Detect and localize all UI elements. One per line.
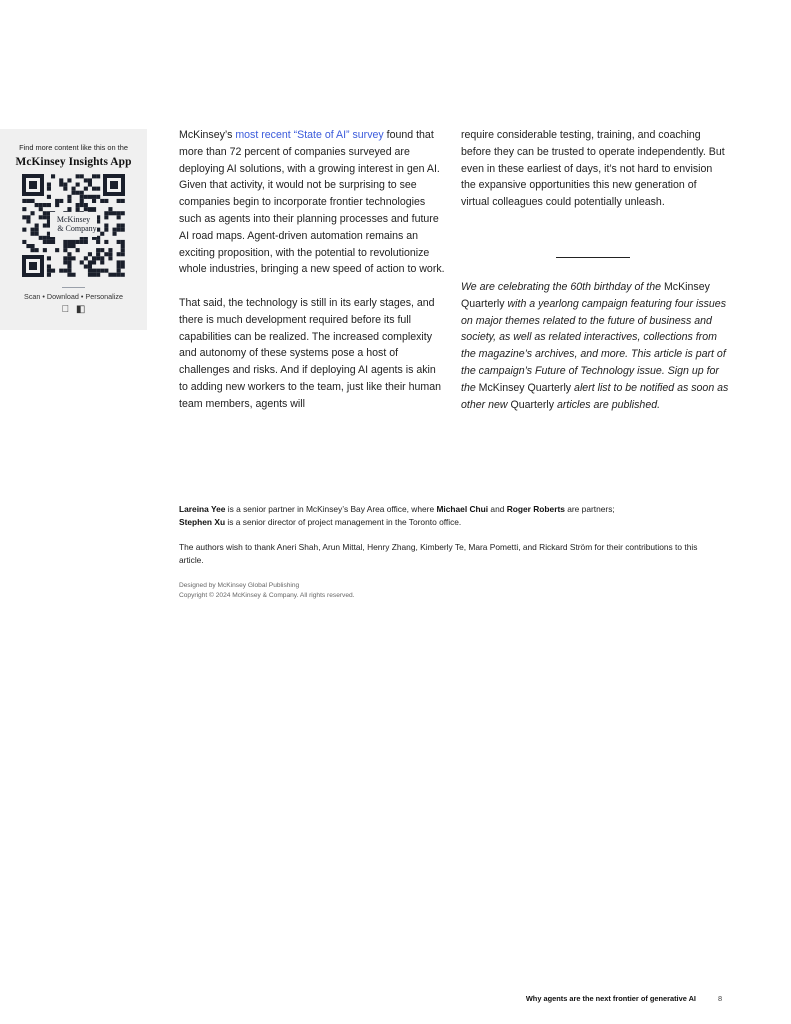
android-icon[interactable]: ◧ bbox=[70, 304, 81, 315]
text-span: found that more than 72 percent of companies surveyed are deploying AI solutions, with a growing interest in gen AI. Given that activity, it would not be surprising to see companies begin to incorporate frontier technologies such as agents into their planning processes and future AI road maps. Agent-driven automation remains an exciting proposition, with the potential to revolutionize whole industries, bringing a new speed of action to work. bbox=[179, 129, 445, 276]
publication-name: Quarterly bbox=[510, 398, 555, 411]
author-bio bbox=[179, 503, 719, 530]
page-number: 8 bbox=[718, 994, 723, 1003]
promo-scan-text: Scan • Download • Personalize bbox=[24, 292, 123, 301]
text-span: alert list to be notified as soon as other new bbox=[461, 381, 729, 411]
copyright: Copyright © 2024 McKinsey & Company. All rights reserved. bbox=[179, 592, 355, 600]
paragraph-testing: require considerable testing, training, and coaching before they can be trusted to operate independently. But even in these earliest of days, it’s not hard to envision the expansive opportunities this new generation of virtual colleagues could potentially unleash. bbox=[461, 129, 725, 209]
author-name: Lareina Yee bbox=[179, 504, 226, 514]
author-name: Michael Chui bbox=[436, 504, 489, 514]
text-span: with a yearlong campaign featuring four issues on major themes related to the future of business and society, as well as related interactives, collections from the magazine’s archives, and more. This article is part of the campaign’s Future of Technology issue. Sign up for the bbox=[461, 297, 726, 394]
promo-app-name: McKinsey Insights App bbox=[15, 156, 132, 168]
text-span: and bbox=[488, 504, 507, 514]
text-span: is a senior director of project management in the Toronto office. bbox=[225, 517, 462, 528]
author-name: Roger Roberts bbox=[506, 504, 565, 514]
store-icons bbox=[0, 304, 147, 315]
publication-name: McKinsey Quarterly bbox=[478, 381, 572, 394]
footer-article-title: Why agents are the next frontier of generative AI bbox=[525, 994, 696, 1003]
paragraph-survey bbox=[179, 127, 445, 278]
state-of-ai-survey-link[interactable]: most recent “State of AI” survey bbox=[235, 129, 384, 141]
text-span: are partners; bbox=[564, 504, 615, 514]
apple-icon[interactable] bbox=[62, 304, 70, 315]
text-span: is a senior partner in McKinsey’s Bay Area office, where bbox=[225, 504, 437, 514]
section-divider bbox=[556, 257, 630, 258]
designed-by: Designed by McKinsey Global Publishing bbox=[179, 582, 300, 589]
acknowledgements: The authors wish to thank Aneri Shah, Arun Mittal, Henry Zhang, Kimberly Te, Mara Pometti, and Rickard Ström for their contributions to this article. bbox=[179, 542, 698, 566]
qr-logo-line1: McKinsey bbox=[56, 215, 91, 224]
text-span: McKinsey’s bbox=[179, 129, 236, 141]
body-column-left bbox=[179, 127, 445, 413]
text-span: We are celebrating the 60th birthday of the bbox=[461, 281, 664, 293]
quarterly-promo bbox=[461, 279, 731, 413]
publishing-credit bbox=[179, 581, 355, 602]
body-column-right bbox=[461, 127, 727, 211]
author-name: Stephen Xu bbox=[179, 517, 226, 528]
publication-name: McKinsey Quarterly bbox=[461, 281, 710, 310]
promo-find-text: Find more content like this on the bbox=[19, 143, 128, 152]
paragraph-early-stages: That said, the technology is still in its early stages, and there is much development required before its full capabilities can be realized. The increased complexity and autonomy of these systems pose a host of challenges and risks. And if deploying AI agents is akin to adding new workers to the team, just like their human team members, agents will bbox=[179, 296, 442, 410]
text-span: articles are published. bbox=[554, 398, 661, 411]
insights-app-promo bbox=[0, 129, 147, 330]
qr-logo-line2: & Company bbox=[57, 224, 97, 233]
promo-divider bbox=[62, 287, 85, 288]
qr-code[interactable] bbox=[22, 174, 125, 277]
